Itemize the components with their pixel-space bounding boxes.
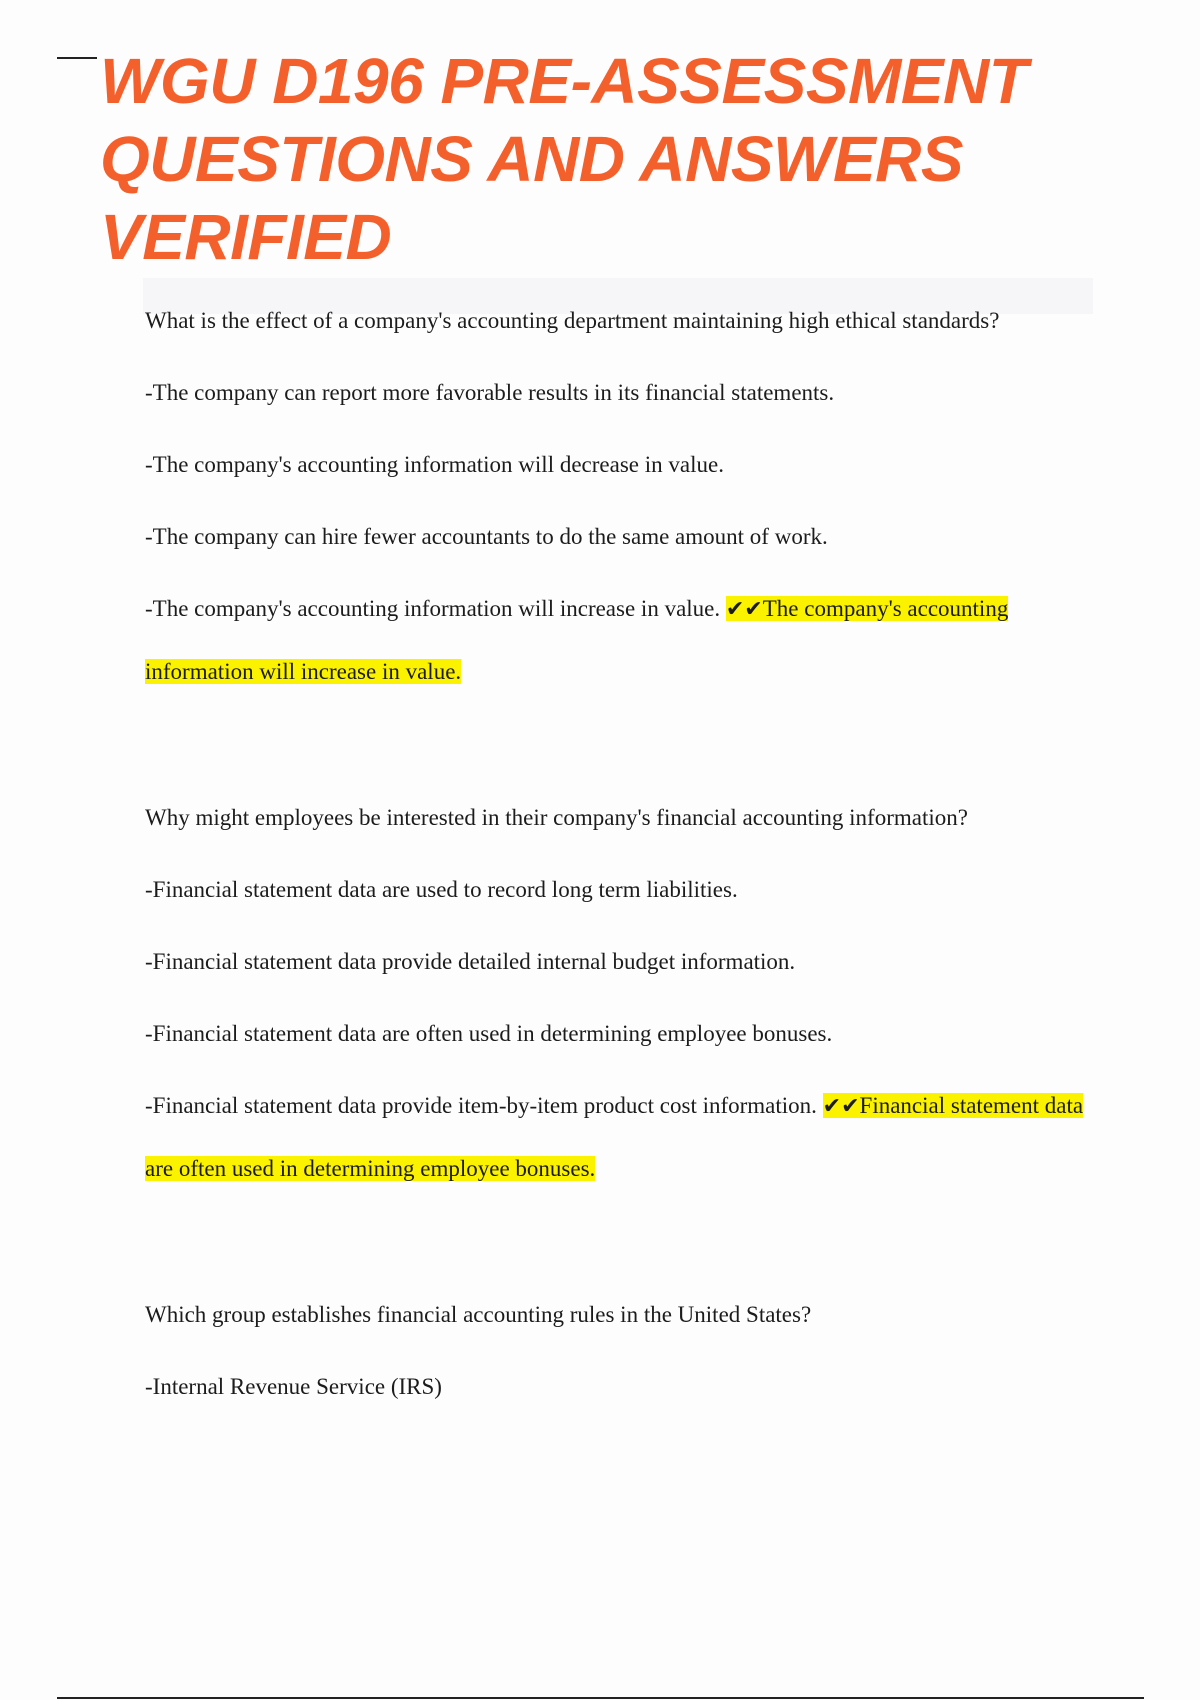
double-check-icon: ✔✔ xyxy=(725,597,763,622)
correct-answer-text: Financial statement data are often used in determining employee bonuses. xyxy=(145,1093,1084,1181)
answer-option-with-key xyxy=(145,578,1105,703)
answer-option: -Financial statement data are used to record long term liabilities. xyxy=(145,877,738,902)
document-title: WGU D196 PRE-ASSESSMENT QUESTIONS AND ANSWERS VERIFIED xyxy=(100,45,1028,273)
double-check-icon: ✔✔ xyxy=(822,1094,860,1119)
answer-option: -The company can hire fewer accountants to do the same amount of work. xyxy=(145,524,828,549)
correct-answer-text: The company's accounting information will increase in value. xyxy=(145,596,1009,684)
document-body xyxy=(145,306,1105,1501)
question-block-3 xyxy=(145,1300,1105,1401)
answer-option: -Financial statement data provide detailed internal budget information. xyxy=(145,949,796,974)
bottom-rule xyxy=(57,1697,1144,1699)
question-text: Which group establishes financial accounting rules in the United States? xyxy=(145,1302,812,1327)
question-block-2 xyxy=(145,803,1105,1200)
answer-option: -Internal Revenue Service (IRS) xyxy=(145,1374,442,1399)
answer-option-with-key xyxy=(145,1075,1105,1200)
answer-option: -The company's accounting information will decrease in value. xyxy=(145,452,724,477)
top-rule xyxy=(57,57,97,59)
question-block-1 xyxy=(145,306,1105,703)
question-text: What is the effect of a company's accounting department maintaining high ethical standards? xyxy=(145,308,1000,333)
answer-option: -The company can report more favorable results in its financial statements. xyxy=(145,380,835,405)
answer-option: -The company's accounting information will increase in value. xyxy=(145,596,721,621)
answer-option: -Financial statement data provide item-by-item product cost information. xyxy=(145,1093,817,1118)
answer-option: -Financial statement data are often used in determining employee bonuses. xyxy=(145,1021,833,1046)
question-text: Why might employees be interested in their company's financial accounting information? xyxy=(145,805,968,830)
